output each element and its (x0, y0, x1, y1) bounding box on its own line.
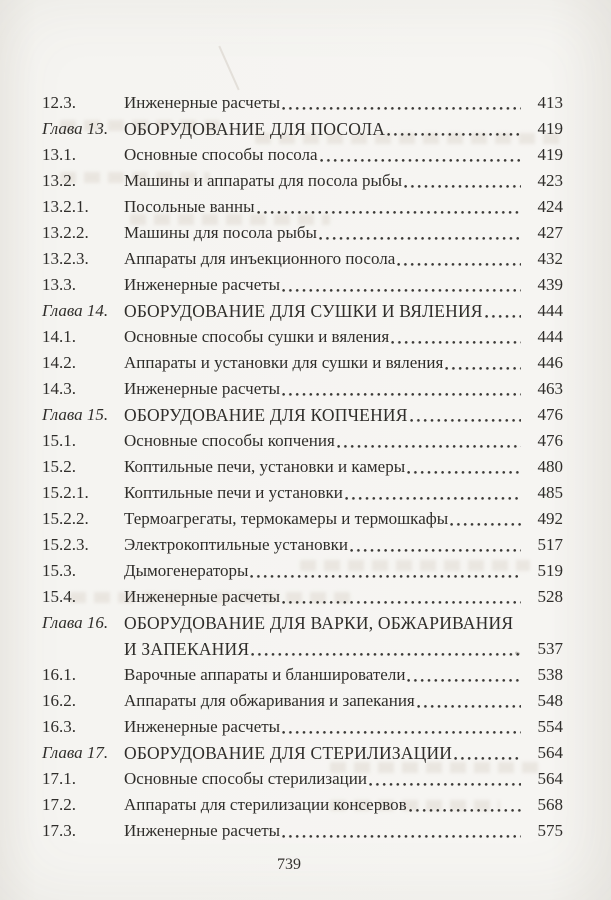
toc-entry-page: 444 (537, 301, 563, 320)
toc-entry-number: 13.2. (42, 171, 76, 190)
toc-entry-page: 548 (537, 691, 563, 710)
toc-entry-page: 538 (537, 665, 563, 684)
toc-entry-number: 12.3. (42, 93, 76, 112)
toc-entry-title: Аппараты для стерилизации консервов (124, 795, 407, 814)
toc-entry (42, 246, 563, 272)
toc-entry-number: Глава 16. (42, 613, 109, 632)
toc-entry-page: 413 (537, 93, 563, 112)
dot-leader (387, 133, 521, 136)
dot-leader (350, 549, 521, 552)
toc-entry-page: 427 (537, 223, 563, 242)
toc-entry-title: Посольные ванны (124, 197, 255, 216)
dot-leader (445, 367, 521, 370)
toc-entry-page: 444 (537, 327, 563, 346)
dot-leader (450, 523, 521, 526)
toc-entry-title: Инженерные расчеты (124, 379, 281, 398)
toc-entry-number: 13.2.3. (42, 249, 89, 268)
toc-entry-title: Инженерные расчеты (124, 717, 281, 736)
dot-leader (282, 601, 521, 604)
toc-entry (42, 194, 563, 220)
toc-entry-page: 537 (537, 639, 563, 658)
toc-entry (42, 532, 563, 558)
dot-leader (404, 185, 521, 188)
toc-entry-title: ОБОРУДОВАНИЕ ДЛЯ КОПЧЕНИЯ (124, 405, 408, 425)
toc-entry-title: Варочные аппараты и бланширователи (124, 665, 406, 684)
toc-entry (42, 792, 563, 818)
dot-leader (337, 445, 521, 448)
toc-entry-number: 13.2.2. (42, 223, 89, 242)
toc-entry-number: Глава 14. (42, 301, 109, 320)
toc-entry-title: Основные способы посола (124, 145, 318, 164)
toc-entry (42, 454, 563, 480)
toc-entry (42, 376, 563, 402)
toc-entry (42, 688, 563, 714)
dot-leader (397, 263, 521, 266)
toc-entry-number: 14.1. (42, 327, 76, 346)
toc-entry-page: 517 (537, 535, 563, 554)
toc-entry-title: Основные способы стерилизации (124, 769, 367, 788)
toc-entry-title: ОБОРУДОВАНИЕ ДЛЯ ВАРКИ, ОБЖАРИВАНИЯ (124, 613, 514, 633)
toc-entry (42, 142, 563, 168)
toc-entry-number: 16.1. (42, 665, 76, 684)
toc-entry-number: 17.1. (42, 769, 76, 788)
toc-entry (42, 350, 563, 376)
toc-entry-page: 492 (537, 509, 563, 528)
toc-list (42, 90, 563, 844)
toc-entry (42, 662, 563, 688)
toc-entry-title: Термоагрегаты, термокамеры и термошкафы (124, 509, 449, 528)
toc-entry-title: ОБОРУДОВАНИЕ ДЛЯ СТЕРИЛИЗАЦИИ (124, 743, 453, 763)
toc-entry (42, 90, 563, 116)
toc-entry-number: 13.3. (42, 275, 76, 294)
toc-entry-number: 16.3. (42, 717, 76, 736)
toc-entry-title: Инженерные расчеты (124, 821, 281, 840)
toc-entry (42, 324, 563, 350)
toc-entry-page: 446 (537, 353, 563, 372)
toc-entry (42, 558, 563, 584)
toc-entry-number: 16.2. (42, 691, 76, 710)
toc-entry-page: 439 (537, 275, 563, 294)
toc-entry-number: 14.2. (42, 353, 76, 372)
scan-scratch (218, 46, 239, 91)
toc-entry-title: Машины и аппараты для посола рыбы (124, 171, 403, 190)
page-number-folio: 739 (277, 856, 301, 873)
dot-leader (319, 237, 521, 240)
toc-entry-title: ОБОРУДОВАНИЕ ДЛЯ СУШКИ И ВЯЛЕНИЯ (124, 301, 483, 321)
dot-leader (409, 809, 521, 812)
toc-entry (42, 220, 563, 246)
toc-entry-page: 568 (537, 795, 563, 814)
toc-entry-number: Глава 13. (42, 119, 109, 138)
toc-entry-title: Аппараты и установки для сушки и вяления (124, 353, 444, 372)
toc-entry-page: 432 (537, 249, 563, 268)
toc-entry (42, 740, 563, 766)
dot-leader (257, 211, 521, 214)
toc-entry-number: Глава 15. (42, 405, 109, 424)
toc-entry-title: Аппараты для инъекционного посола (124, 249, 396, 268)
toc-entry-number: 15.4. (42, 587, 76, 606)
toc-entry-number: 15.2.2. (42, 509, 89, 528)
dot-leader (282, 107, 521, 110)
toc-entry-page: 424 (537, 197, 563, 216)
toc-entry-title: Основные способы копчения (124, 431, 335, 450)
toc-entry-title: Машины для посола рыбы (124, 223, 317, 242)
toc-entry-number: 13.1. (42, 145, 76, 164)
toc-entry-page: 528 (537, 587, 563, 606)
dot-leader (282, 835, 521, 838)
toc-entry-number: 15.3. (42, 561, 76, 580)
toc-entry-title: Коптильные печи и установки (124, 483, 343, 502)
toc-entry-title: ОБОРУДОВАНИЕ ДЛЯ ПОСОЛА (124, 119, 386, 139)
dot-leader (410, 419, 521, 422)
toc-entry-title: Инженерные расчеты (124, 587, 281, 606)
toc-entry-number: 13.2.1. (42, 197, 89, 216)
toc-entry-page: 480 (537, 457, 563, 476)
toc-entry-number: 15.2.1. (42, 483, 89, 502)
toc-entry-page: 476 (537, 431, 563, 450)
toc-entry (42, 766, 563, 792)
toc-entry-number: Глава 17. (42, 743, 109, 762)
dot-leader (454, 757, 521, 760)
dot-leader (407, 471, 521, 474)
toc-entry (42, 636, 563, 662)
dot-leader (251, 653, 521, 656)
dot-leader (320, 159, 521, 162)
dot-leader (282, 393, 521, 396)
toc-entry-title: И ЗАПЕКАНИЯ (124, 639, 250, 659)
toc-entry-page: 575 (537, 821, 563, 840)
toc-entry-page: 419 (537, 145, 563, 164)
toc-entry (42, 402, 563, 428)
toc-entry-title: Основные способы сушки и вяления (124, 327, 390, 346)
toc-entry-page: 423 (537, 171, 563, 190)
toc-entry-title: Аппараты для обжаривания и запекания (124, 691, 415, 710)
dot-leader (369, 783, 521, 786)
dot-leader (407, 679, 521, 682)
toc-entry (42, 714, 563, 740)
dot-leader (250, 575, 521, 578)
toc-entry-page: 564 (537, 743, 563, 762)
toc-entry-title: Дымогенераторы (124, 561, 249, 580)
toc-entry (42, 818, 563, 844)
toc-entry-number: 17.3. (42, 821, 76, 840)
toc-entry (42, 480, 563, 506)
toc-entry-page: 419 (537, 119, 563, 138)
dot-leader (391, 341, 521, 344)
toc-entry (42, 116, 563, 142)
toc-entry-number: 14.3. (42, 379, 76, 398)
dot-leader (345, 497, 521, 500)
toc-entry-number: 15.2. (42, 457, 76, 476)
toc-entry-page: 519 (537, 561, 563, 580)
dot-leader (282, 289, 521, 292)
toc-entry (42, 610, 563, 636)
toc-entry (42, 272, 563, 298)
toc-entry-title: Инженерные расчеты (124, 275, 281, 294)
toc-entry (42, 428, 563, 454)
toc-entry (42, 506, 563, 532)
toc-entry-page: 564 (537, 769, 563, 788)
toc-entry (42, 584, 563, 610)
toc-entry-page: 554 (537, 717, 563, 736)
toc-entry-page: 476 (537, 405, 563, 424)
toc-entry-page: 463 (537, 379, 563, 398)
dot-leader (282, 731, 521, 734)
toc-entry (42, 168, 563, 194)
toc-entry-number: 17.2. (42, 795, 76, 814)
toc-entry-number: 15.1. (42, 431, 76, 450)
toc-entry (42, 298, 563, 324)
toc-entry-number: 15.2.3. (42, 535, 89, 554)
toc-entry-page: 485 (537, 483, 563, 502)
toc-entry-title: Инженерные расчеты (124, 93, 281, 112)
dot-leader (485, 315, 521, 318)
toc-entry-title: Электрокоптильные установки (124, 535, 348, 554)
toc-entry-title: Коптильные печи, установки и камеры (124, 457, 406, 476)
dot-leader (417, 705, 521, 708)
